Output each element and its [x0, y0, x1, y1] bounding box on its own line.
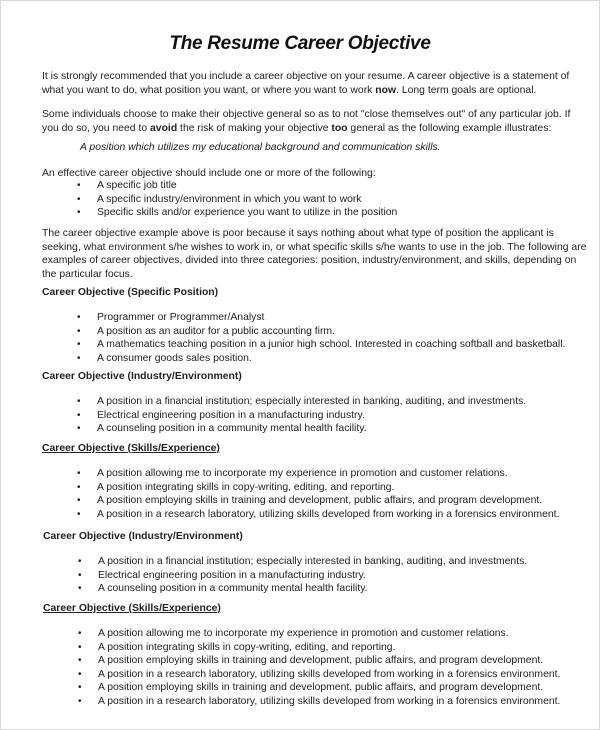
list-item: • A position integrating skills in copy-writing, editing, and reporting.: [43, 641, 588, 655]
list-item: • A position allowing me to incorporate my experience in promotion and customer relations.: [42, 467, 587, 481]
bad-example-objective: A position which utilizes my educational background and communication skills.: [80, 142, 441, 153]
section-heading-industry-environment-2: Career Objective (Industry/Environment): [43, 531, 243, 542]
list-item: • A specific industry/environment in which you want to work: [42, 193, 587, 207]
list-item: • Specific skills and/or experience you want to utilize in the position: [42, 206, 587, 220]
intro-paragraph-2: [42, 108, 587, 135]
intro-text: . Long term goals are optional.: [396, 84, 537, 96]
section-heading-industry-environment: Career Objective (Industry/Environment): [42, 371, 242, 382]
list-item: • A position in a research laboratory, utilizing skills developed from working in a forensics environment.: [42, 508, 587, 522]
intro-text: the risk of making your objective: [177, 122, 332, 134]
list-item: • Electrical engineering position in a manufacturing industry.: [42, 409, 587, 423]
list-item: • A counseling position in a community mental health facility.: [42, 422, 587, 436]
list-item: • A specific job title: [42, 179, 587, 193]
list-item: • A position employing skills in training and development, public affairs, and program development.: [43, 681, 588, 695]
effective-intro: An effective career objective should include one or more of the following:: [42, 168, 376, 179]
section-heading-specific-position: Career Objective (Specific Position): [42, 287, 219, 298]
emphasis-avoid: avoid: [150, 122, 178, 134]
intro-paragraph-1: [42, 70, 587, 97]
list-item: • Electrical engineering position in a manufacturing industry.: [43, 569, 588, 583]
list-item: • A consumer goods sales position.: [42, 352, 587, 366]
intro-text: general as the following example illustrates:: [347, 122, 552, 134]
section-list-specific-position: [42, 311, 587, 365]
list-item: • A mathematics teaching position in a junior high school. Interested in coaching softball and basketball.: [42, 338, 587, 352]
list-item: • A position employing skills in training and development, public affairs, and program development.: [43, 654, 588, 668]
section-heading-skills-experience-2: Career Objective (Skills/Experience): [43, 603, 221, 614]
list-item: • A position in a research laboratory, utilizing skills developed from working in a forensics environment.: [43, 695, 588, 709]
list-item: • A position allowing me to incorporate my experience in promotion and customer relations.: [43, 627, 588, 641]
section-list-industry-environment-2: [43, 555, 588, 596]
section-heading-skills-experience: Career Objective (Skills/Experience): [42, 443, 220, 454]
section-list-industry-environment: [42, 395, 587, 436]
list-item: • A position as an auditor for a public accounting firm.: [42, 325, 587, 339]
intro-text: Some individuals choose to make their objective general so as to not "close themselves out" of any particular job. If you do so, you need to: [42, 109, 571, 134]
list-item: • A position in a research laboratory, utilizing skills developed from working in a forensics environment.: [43, 668, 588, 682]
emphasis-now: now: [375, 84, 397, 96]
list-item: • A position in a financial institution; especially interested in banking, auditing, and investments.: [43, 555, 588, 569]
emphasis-too: too: [331, 122, 348, 134]
list-item: • A position employing skills in training and development, public affairs, and program development.: [42, 494, 587, 508]
explanation-paragraph: The career objective example above is poor because it says nothing about what type of position the applicant is seeking, what environment s/he wishes to work in, or what specific skills s/he wants to use in the job. The following are examples of career objectives, divided into three categories: position, industry/environment, and skills, depending on the particular focus.: [42, 228, 587, 280]
document-title: The Resume Career Objective: [169, 33, 431, 54]
list-item: • A counseling position in a community mental health facility.: [43, 582, 588, 596]
list-item: • A position integrating skills in copy-writing, editing, and reporting.: [42, 481, 587, 495]
section-list-skills-experience-2: [43, 627, 588, 709]
list-item: • Programmer or Programmer/Analyst: [42, 311, 587, 325]
effective-list: [42, 179, 587, 220]
list-item: • A position in a financial institution; especially interested in banking, auditing, and investments.: [42, 395, 587, 409]
intro-text: It is strongly recommended that you include a career objective on your resume. A career objective is a statement of what you want to do, what position you want, or where you want to work: [42, 71, 570, 96]
section-list-skills-experience: [42, 467, 587, 521]
